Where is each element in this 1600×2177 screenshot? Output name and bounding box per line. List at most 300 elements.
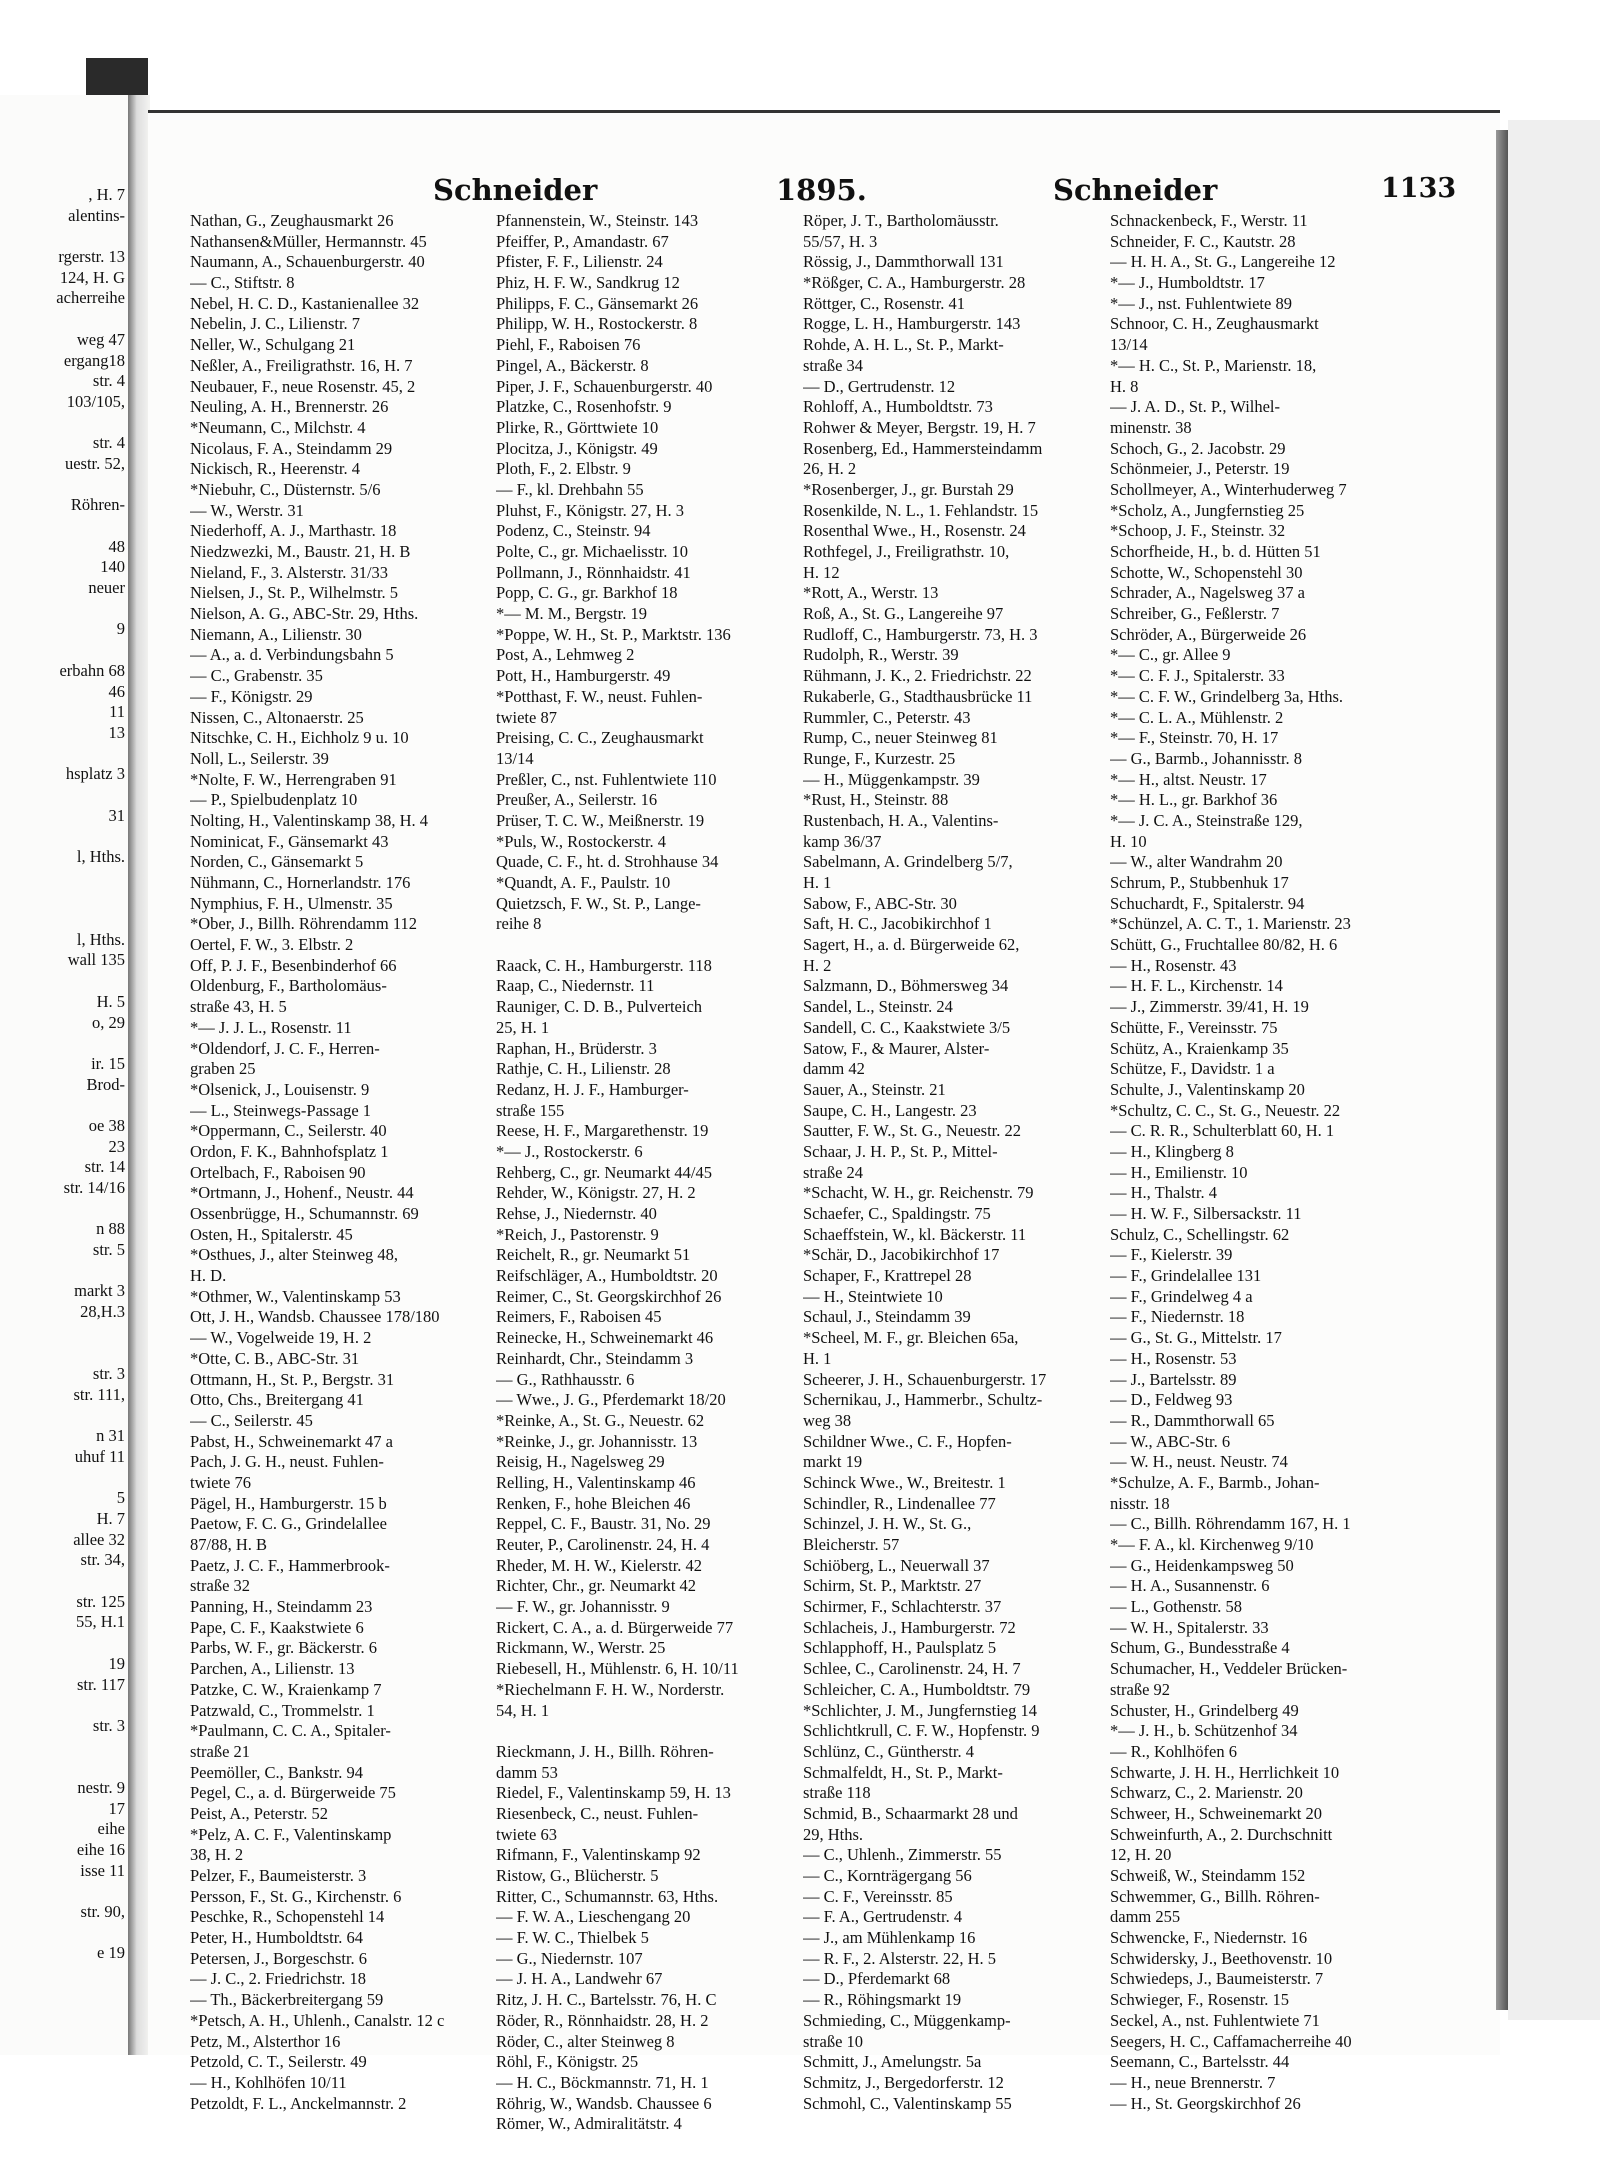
directory-entry: — J., Zimmerstr. 39/41, H. 19 — [1110, 997, 1309, 1017]
directory-entry: — L., Steinwegs-Passage 1 — [190, 1100, 372, 1120]
directory-entry: Rheder, M. H. W., Kielerstr. 42 — [496, 1555, 703, 1575]
left-page-line: 11 — [109, 702, 125, 722]
directory-entry: *Neumann, C., Milchstr. 4 — [190, 417, 366, 437]
left-page-line: n 31 — [96, 1426, 125, 1446]
directory-entry: Satow, F., & Maurer, Alster- — [803, 1038, 990, 1058]
directory-entry: Nielson, A. G., ABC-Str. 29, Hths. — [190, 604, 419, 624]
directory-entry: Schwencke, F., Niedernstr. 16 — [1110, 1928, 1308, 1948]
left-page-line — [0, 1033, 125, 1054]
directory-entry: — W., ABC-Str. 6 — [1110, 1431, 1231, 1451]
header-left-heading: Schneider — [433, 173, 598, 207]
directory-entry: Schneider, F. C., Kautstr. 28 — [1110, 231, 1296, 251]
directory-entry: Schwarte, J. H. H., Herrlichkeit 10 — [1110, 1762, 1340, 1782]
directory-entry: Pingel, A., Bäckerstr. 8 — [496, 355, 649, 375]
directory-entry: Riedel, F., Valentinskamp 59, H. 13 — [496, 1783, 731, 1803]
directory-entry: Petzold, C. T., Seilerstr. 49 — [190, 2052, 367, 2072]
directory-entry: Peschke, R., Schopenstehl 14 — [190, 1907, 385, 1927]
left-page-line — [0, 1923, 125, 1944]
directory-entry: — H., Rosenstr. 43 — [1110, 955, 1237, 975]
directory-column-1 — [190, 211, 490, 2114]
directory-entry: — G., Heidenkampsweg 50 — [1110, 1555, 1294, 1575]
directory-entry: 12, H. 20 — [1110, 1845, 1172, 1865]
directory-entry: Schröder, A., Bürgerweide 26 — [1110, 624, 1307, 644]
directory-entry: 87/88, H. B — [190, 1535, 268, 1554]
directory-entry: Schrum, P., Stubbenhuk 17 — [1110, 873, 1289, 892]
directory-entry: — Wwe., J. G., Pferdemarkt 18/20 — [496, 1390, 726, 1410]
directory-entry: 29, Hths. — [803, 1824, 864, 1844]
directory-entry: Rauniger, C. D. B., Pulverteich — [496, 997, 703, 1017]
directory-entry: Schaper, F., Krattrepel 28 — [803, 1266, 972, 1286]
directory-entry: Sandel, L., Steinstr. 24 — [803, 997, 953, 1017]
left-page-line: weg 47 — [76, 329, 125, 349]
directory-entry: *Olsenick, J., Louisenstr. 9 — [190, 1079, 370, 1099]
directory-entry: — W., Vogelweide 19, H. 2 — [190, 1328, 372, 1348]
directory-entry: Schaar, J. H. P., St. P., Mittel- — [803, 1141, 998, 1161]
directory-entry: — G., St. G., Mittelstr. 17 — [1110, 1328, 1282, 1348]
directory-entry: Norden, C., Gänsemarkt 5 — [190, 852, 364, 872]
directory-entry: Otto, Chs., Breitergang 41 — [190, 1390, 364, 1410]
left-page-line: str. 3 — [92, 1715, 125, 1735]
directory-entry: — R., Kohlhöfen 6 — [1110, 1741, 1237, 1761]
directory-entry: straße 21 — [190, 1741, 251, 1761]
directory-entry: Schmalfeldt, H., St. P., Markt- — [803, 1762, 1003, 1782]
directory-entry: Rustenbach, H. A., Valentins- — [803, 810, 999, 830]
directory-entry: Schirmer, F., Schlachterstr. 37 — [803, 1597, 1002, 1617]
directory-entry: — H., Rosenstr. 53 — [1110, 1348, 1237, 1368]
directory-entry: Schlünz, C., Güntherstr. 4 — [803, 1741, 974, 1761]
directory-entry: Petersen, J., Borgeschstr. 6 — [190, 1948, 368, 1968]
left-page-line: 124, H. G — [59, 267, 125, 287]
left-page-line — [0, 309, 125, 330]
directory-entry: — J., Bartelsstr. 89 — [1110, 1369, 1237, 1389]
directory-entry: — C., Stiftstr. 8 — [190, 273, 295, 293]
directory-entry: *— J., nst. Fuhlentwiete 89 — [1110, 293, 1292, 313]
directory-entry: — G., Barmb., Johannisstr. 8 — [1110, 748, 1303, 768]
left-page-line — [0, 1095, 125, 1116]
directory-entry: Schaeffstein, W., kl. Bäckerstr. 11 — [803, 1224, 1027, 1244]
left-page-line — [0, 475, 125, 496]
directory-entry: Schütt, G., Fruchtallee 80/82, H. 6 — [1110, 935, 1338, 955]
directory-entry: — A., a. d. Verbindungsbahn 5 — [190, 645, 394, 665]
left-page-line: o, 29 — [92, 1012, 125, 1032]
directory-entry: 13/14 — [1110, 335, 1148, 355]
directory-entry: Niemann, A., Lilienstr. 30 — [190, 624, 362, 644]
directory-entry: Schiöberg, L., Neuerwall 37 — [803, 1555, 990, 1575]
directory-entry: — J., am Mühlenkamp 16 — [803, 1928, 976, 1948]
directory-entry: Schweer, H., Schweinemarkt 20 — [1110, 1803, 1322, 1823]
directory-entry: Niedzwezki, M., Baustr. 21, H. B — [190, 542, 411, 561]
directory-entry: Schildner Wwe., C. F., Hopfen- — [803, 1431, 1012, 1451]
left-page-line: uestr. 52, — [64, 453, 125, 473]
left-page-line: H. 7 — [96, 1509, 125, 1528]
directory-entry: — C., Billh. Röhrendamm 167, H. 1 — [1110, 1514, 1351, 1534]
directory-entry: Phiz, H. F. W., Sandkrug 12 — [496, 273, 680, 293]
directory-entry: Ristow, G., Blücherstr. 5 — [496, 1866, 659, 1885]
directory-entry: Philipp, W. H., Rostockerstr. 8 — [496, 314, 698, 334]
directory-entry: *Schünzel, A. C. T., 1. Marienstr. 23 — [1110, 914, 1351, 934]
directory-entry: straße 10 — [803, 2031, 864, 2051]
directory-entry: *Pelz, A. C. F., Valentinskamp — [190, 1824, 392, 1844]
directory-entry: Rehder, W., Königstr. 27, H. 2 — [496, 1183, 696, 1203]
directory-entry: damm 255 — [1110, 1907, 1181, 1927]
left-page-line: str. 90, — [80, 1902, 125, 1922]
left-page-line: str. 5 — [92, 1240, 125, 1260]
directory-entry: — W., Werstr. 31 — [190, 500, 304, 520]
directory-page — [148, 110, 1500, 2134]
directory-entry: Schaefer, C., Spaldingstr. 75 — [803, 1204, 991, 1223]
directory-entry: Nebel, H. C. D., Kastanienallee 32 — [190, 293, 420, 313]
directory-entry: *Othmer, W., Valentinskamp 53 — [190, 1286, 401, 1306]
directory-entry: Nathansen&Müller, Hermannstr. 45 — [190, 231, 427, 251]
directory-entry: Peter, H., Humboldtstr. 64 — [190, 1928, 364, 1948]
directory-entry: Nielsen, J., St. P., Wilhelmstr. 5 — [190, 583, 399, 603]
left-page-line: oe 38 — [88, 1115, 125, 1135]
directory-entry: Pape, C. F., Kaakstwiete 6 — [190, 1617, 364, 1637]
directory-entry: straße 155 — [496, 1100, 565, 1120]
left-page-line: 19 — [108, 1653, 125, 1673]
directory-entry: Popp, C. G., gr. Barkhof 18 — [496, 583, 678, 603]
left-page-line: 13 — [108, 722, 125, 742]
directory-entry: *— H. L., gr. Barkhof 36 — [1110, 790, 1278, 810]
directory-entry: Ordon, F. K., Bahnhofsplatz 1 — [190, 1141, 389, 1161]
directory-entry: — G., Niedernstr. 107 — [496, 1948, 643, 1968]
directory-entry: Schleicher, C. A., Humboldtstr. 79 — [803, 1679, 1031, 1699]
directory-entry: Pelzer, F., Baumeisterstr. 3 — [190, 1866, 367, 1885]
directory-entry: *Osthues, J., alter Steinweg 48, — [190, 1245, 399, 1265]
directory-entry: Röder, C., alter Steinweg 8 — [496, 2031, 675, 2051]
directory-entry: Rohwer & Meyer, Bergstr. 19, H. 7 — [803, 417, 1036, 437]
left-page-line: str. 34, — [80, 1550, 125, 1570]
directory-entry: *Schlichter, J. M., Jungfernstieg 14 — [803, 1700, 1037, 1720]
directory-entry: *Rott, A., Werstr. 13 — [803, 583, 939, 603]
directory-entry: damm 53 — [496, 1762, 558, 1782]
left-page-line: 55, H.1 — [75, 1612, 125, 1632]
left-page-line — [0, 785, 125, 806]
left-page-line: 17 — [108, 1798, 125, 1818]
left-page-line: uhuf 11 — [74, 1446, 125, 1466]
directory-entry: — C., Kornträgergang 56 — [803, 1866, 972, 1885]
directory-entry: Röper, J. T., Bartholomäusstr. — [803, 211, 999, 230]
directory-entry: Pägel, H., Hamburgerstr. 15 b — [190, 1493, 387, 1513]
directory-entry: Schrader, A., Nagelsweg 37 a — [1110, 583, 1305, 603]
directory-entry: *Otte, C. B., ABC-Str. 31 — [190, 1348, 360, 1368]
directory-entry: Preßler, C., nst. Fuhlentwiete 110 — [496, 769, 717, 789]
directory-entry: Richter, Chr., gr. Neumarkt 42 — [496, 1576, 697, 1596]
directory-entry: Schollmeyer, A., Winterhuderweg 7 — [1110, 479, 1347, 499]
directory-entry: Schlee, C., Carolinenstr. 24, H. 7 — [803, 1659, 1021, 1679]
directory-entry: — H., neue Brennerstr. 7 — [1110, 2072, 1276, 2092]
directory-entry: Rössig, J., Dammthorwall 131 — [803, 252, 1004, 272]
directory-entry: *Reinke, J., gr. Johannisstr. 13 — [496, 1431, 698, 1451]
header-year: 1895. — [776, 173, 867, 207]
directory-entry: Rifmann, F., Valentinskamp 92 — [496, 1845, 701, 1865]
directory-entry: — R., Dammthorwall 65 — [1110, 1410, 1275, 1430]
directory-entry: — F. W. A., Lieschengang 20 — [496, 1907, 691, 1927]
directory-entry: Schinck Wwe., W., Breitestr. 1 — [803, 1472, 1006, 1492]
left-page-line — [0, 909, 125, 930]
directory-entry: *— J., Rostockerstr. 6 — [496, 1141, 643, 1161]
directory-entry: *— C. F. W., Grindelberg 3a, Hths. — [1110, 686, 1344, 706]
directory-entry: Saft, H. C., Jacobikirchhof 1 — [803, 914, 992, 934]
directory-entry: — F., Kielerstr. 39 — [1110, 1245, 1233, 1265]
directory-entry: — F., kl. Drehbahn 55 — [496, 479, 644, 499]
left-page-line: eihe — [97, 1819, 125, 1839]
directory-entry: twiete 63 — [496, 1824, 557, 1844]
left-page-line: markt 3 — [74, 1281, 125, 1301]
directory-entry: Rosenthal Wwe., H., Rosenstr. 24 — [803, 521, 1026, 541]
directory-entry: *— C., gr. Allee 9 — [1110, 645, 1231, 665]
directory-entry: Seckel, A., nst. Fuhlentwiete 71 — [1110, 2010, 1320, 2030]
directory-entry: Quietzsch, F. W., St. P., Lange- — [496, 893, 701, 913]
left-page-line: 140 — [100, 557, 125, 577]
directory-entry: Schmieding, C., Müggenkamp- — [803, 2010, 1011, 2030]
directory-entry: *— C. F. J., Spitalerstr. 33 — [1110, 666, 1285, 686]
binding-spine — [86, 58, 148, 98]
directory-entry: Rudloff, C., Hamburgerstr. 73, H. 3 — [803, 624, 1038, 644]
directory-entry: — Th., Bäckerbreitergang 59 — [190, 1990, 384, 2010]
left-page-line — [0, 226, 125, 247]
directory-entry: 54, H. 1 — [496, 1700, 550, 1720]
left-page-line: str. 14/16 — [63, 1178, 125, 1197]
directory-entry: Piper, J. F., Schauenburgerstr. 40 — [496, 376, 713, 396]
directory-entry: — H., Emilienstr. 10 — [1110, 1162, 1248, 1182]
directory-entry: Nymphius, F. H., Ulmenstr. 35 — [190, 893, 393, 913]
directory-entry: straße 118 — [803, 1783, 871, 1803]
left-page-line: isse 11 — [80, 1860, 125, 1880]
directory-entry: Schulte, J., Valentinskamp 20 — [1110, 1079, 1305, 1099]
directory-entry: weg 38 — [803, 1410, 852, 1430]
left-page-line: 9 — [116, 619, 125, 639]
left-page-line: ir. 15 — [91, 1053, 125, 1073]
directory-entry: Rosenberg, Ed., Hammersteindamm — [803, 438, 1043, 458]
directory-entry: Relling, H., Valentinskamp 46 — [496, 1472, 696, 1492]
directory-entry: Paetz, J. C. F., Hammerbrook- — [190, 1555, 390, 1575]
directory-entry: H. 2 — [803, 955, 832, 975]
left-page-line: str. 4 — [92, 433, 125, 453]
directory-entry: Röhl, F., Königstr. 25 — [496, 2052, 639, 2072]
directory-entry: Schwidersky, J., Beethovenstr. 10 — [1110, 1948, 1333, 1968]
directory-entry: Pach, J. G. H., neust. Fuhlen- — [190, 1452, 384, 1472]
scan-background — [1508, 120, 1600, 2020]
directory-entry: Rosenkilde, N. L., 1. Fehlandstr. 15 — [803, 500, 1039, 520]
directory-entry: *Ober, J., Billh. Röhrendamm 112 — [190, 914, 417, 934]
directory-entry: — D., Gertrudenstr. 12 — [803, 376, 956, 396]
directory-entry: — H., Klingberg 8 — [1110, 1141, 1234, 1161]
directory-entry: — W. H., neust. Neustr. 74 — [1110, 1452, 1288, 1472]
directory-entry: Parchen, A., Lilienstr. 13 — [190, 1659, 355, 1679]
directory-entry: Schreiber, G., Feßlerstr. 7 — [1110, 604, 1280, 624]
directory-entry: Sabow, F., ABC-Str. 30 — [803, 893, 957, 913]
directory-entry: *Reich, J., Pastorenstr. 9 — [496, 1224, 659, 1244]
directory-entry: 13/14 — [496, 748, 534, 768]
directory-entry: — J. A. D., St. P., Wilhel- — [1110, 397, 1281, 417]
directory-entry: Pott, H., Hamburgerstr. 49 — [496, 666, 671, 686]
directory-entry: Rukaberle, G., Stadthausbrücke 11 — [803, 686, 1033, 706]
left-page-line — [0, 868, 125, 889]
directory-entry: Schütze, F., Davidstr. 1 a — [1110, 1059, 1275, 1079]
directory-entry: Preußer, A., Seilerstr. 16 — [496, 790, 658, 810]
directory-entry: H. D. — [190, 1266, 227, 1286]
directory-entry: straße 43, H. 5 — [190, 997, 287, 1017]
directory-entry: Runge, F., Kurzestr. 25 — [803, 748, 956, 768]
directory-entry: Schütte, F., Vereinsstr. 75 — [1110, 1017, 1278, 1037]
left-page-line: e 19 — [97, 1943, 125, 1963]
directory-entry: Schulz, C., Schellingstr. 62 — [1110, 1224, 1290, 1244]
left-page-line — [0, 640, 125, 661]
left-page-fragment — [0, 95, 131, 2055]
left-page-line: l, Hths. — [76, 929, 125, 949]
directory-entry: Nickisch, R., Heerenstr. 4 — [190, 459, 361, 479]
directory-entry: Ortelbach, F., Raboisen 90 — [190, 1162, 366, 1182]
directory-entry: Schuster, H., Grindelberg 49 — [1110, 1700, 1299, 1720]
directory-entry: Ploth, F., 2. Elbstr. 9 — [496, 459, 631, 479]
directory-entry: Raphan, H., Brüderstr. 3 — [496, 1038, 657, 1058]
directory-entry: Pegel, C., a. d. Bürgerweide 75 — [190, 1783, 396, 1803]
left-page-line: str. 4 — [92, 371, 125, 391]
left-page-line: neuer — [88, 578, 125, 598]
directory-entry: Rühmann, J. K., 2. Friedrichstr. 22 — [803, 666, 1032, 686]
directory-entry: Schlapphoff, H., Paulsplatz 5 — [803, 1638, 997, 1658]
directory-entry: *Potthast, F. W., neust. Fuhlen- — [496, 686, 703, 706]
directory-entry: Off, P. J. F., Besenbinderhof 66 — [190, 955, 397, 975]
directory-entry: straße 32 — [190, 1576, 251, 1596]
directory-entry: Persson, F., St. G., Kirchenstr. 6 — [190, 1886, 402, 1906]
directory-entry: nisstr. 18 — [1110, 1493, 1170, 1513]
directory-entry: Pfeiffer, P., Amandastr. 67 — [496, 231, 669, 251]
directory-entry: Reimer, C., St. Georgskirchhof 26 — [496, 1286, 722, 1306]
left-page-line: eihe 16 — [76, 1840, 125, 1859]
directory-entry: Nitschke, C. H., Eichholz 9 u. 10 — [190, 728, 409, 748]
directory-entry: 55/57, H. 3 — [803, 231, 878, 251]
directory-entry: — J. H. A., Landwehr 67 — [496, 1969, 663, 1989]
directory-entry: Nebelin, J. C., Lilienstr. 7 — [190, 314, 361, 334]
directory-entry: Pfannenstein, W., Steinstr. 143 — [496, 211, 699, 230]
directory-entry — [496, 935, 796, 956]
directory-entry: Pfister, F. F., Lilienstr. 24 — [496, 252, 663, 272]
directory-entry: *Oldendorf, J. C. F., Herren- — [190, 1038, 380, 1058]
directory-entry: straße 92 — [1110, 1679, 1171, 1699]
directory-entry: — H., Müggenkampstr. 39 — [803, 769, 980, 789]
directory-entry: *Petsch, A. H., Uhlenh., Canalstr. 12 c — [190, 2010, 445, 2030]
directory-entry: — F., Königstr. 29 — [190, 686, 313, 706]
directory-entry: *Quandt, A. F., Paulstr. 10 — [496, 873, 671, 892]
directory-entry: Rudolph, R., Werstr. 39 — [803, 645, 959, 665]
directory-entry: Ossenbrügge, H., Schumannstr. 69 — [190, 1204, 419, 1223]
directory-entry: *— H., altst. Neustr. 17 — [1110, 769, 1267, 789]
directory-entry: — D., Pferdemarkt 68 — [803, 1969, 951, 1989]
directory-entry: — F., Grindelallee 131 — [1110, 1266, 1262, 1286]
left-page-line: ergang18 — [63, 350, 125, 370]
directory-entry: *— F., Steinstr. 70, H. 17 — [1110, 728, 1279, 748]
directory-entry: Rogge, L. H., Hamburgerstr. 143 — [803, 314, 1021, 334]
left-page-line — [0, 1199, 125, 1220]
left-page-line: acherreihe — [56, 288, 125, 308]
directory-entry: Noll, L., Seilerstr. 39 — [190, 748, 329, 768]
directory-entry: Polte, C., gr. Michaelisstr. 10 — [496, 542, 689, 561]
left-page-line — [0, 971, 125, 992]
directory-entry: Schuchardt, F., Spitalerstr. 94 — [1110, 893, 1305, 913]
directory-entry: Reuter, P., Carolinenstr. 24, H. 4 — [496, 1535, 710, 1554]
directory-entry: Patzwald, C., Trommelstr. 1 — [190, 1700, 375, 1720]
left-page-line — [0, 1323, 125, 1344]
left-page-line — [0, 1468, 125, 1489]
directory-column-2 — [496, 211, 796, 2135]
left-page-line: erbahn 68 — [59, 660, 125, 680]
left-page-line: hsplatz 3 — [65, 764, 125, 784]
left-page-line — [0, 516, 125, 537]
directory-entry: Schönmeier, J., Peterstr. 19 — [1110, 459, 1290, 479]
page-gutter — [128, 95, 150, 2055]
directory-entry: Pollmann, J., Rönnhaidstr. 41 — [496, 562, 691, 582]
directory-entry: Pabst, H., Schweinemarkt 47 a — [190, 1431, 394, 1451]
directory-entry: Nissen, C., Altonaerstr. 25 — [190, 707, 364, 727]
header-right-heading: Schneider — [1053, 173, 1218, 207]
directory-entry: *— J. J. L., Rosenstr. 11 — [190, 1017, 352, 1037]
directory-entry: Petzoldt, F. L., Anckelmannstr. 2 — [190, 2093, 407, 2113]
directory-entry: Sagert, H., a. d. Bürgerweide 62, — [803, 935, 1020, 955]
directory-entry: Schwiedeps, J., Baumeisterstr. 7 — [1110, 1969, 1324, 1989]
directory-entry: Ott, J. H., Wandsb. Chaussee 178/180 — [190, 1307, 440, 1327]
directory-entry: — C., Seilerstr. 45 — [190, 1410, 313, 1430]
directory-entry: H. 1 — [803, 1348, 832, 1368]
directory-entry: Preising, C. C., Zeughausmarkt — [496, 728, 704, 748]
directory-entry: — G., Rathhausstr. 6 — [496, 1369, 635, 1389]
directory-entry: — C. R. R., Schulterblatt 60, H. 1 — [1110, 1121, 1335, 1141]
directory-entry: *Schoop, J. F., Steinstr. 32 — [1110, 521, 1286, 541]
directory-entry: — D., Feldweg 93 — [1110, 1390, 1233, 1410]
directory-entry: Schwemmer, G., Billh. Röhren- — [1110, 1886, 1320, 1906]
directory-entry: Rummler, C., Peterstr. 43 — [803, 707, 971, 727]
left-page-line: nestr. 9 — [77, 1777, 125, 1797]
directory-entry: *Scheel, M. F., gr. Bleichen 65a, — [803, 1328, 1019, 1348]
directory-entry: 38, H. 2 — [190, 1845, 244, 1865]
left-page-line: l, Hths. — [76, 847, 125, 866]
directory-entry: Reifschläger, A., Humboldtstr. 20 — [496, 1266, 718, 1286]
directory-entry: *— J. C. A., Steinstraße 129, — [1110, 810, 1303, 830]
left-page-line: 31 — [108, 805, 125, 825]
directory-entry: Post, A., Lehmweg 2 — [496, 645, 635, 665]
directory-entry: *Scholz, A., Jungfernstieg 25 — [1110, 500, 1305, 520]
directory-entry: Nühmann, C., Hornerlandstr. 176 — [190, 873, 411, 892]
directory-entry: — R., Röhingsmarkt 19 — [803, 1990, 962, 2010]
left-page-line: str. 3 — [92, 1364, 125, 1384]
directory-entry: Nolting, H., Valentinskamp 38, H. 4 — [190, 810, 429, 830]
directory-entry: Sautter, F. W., St. G., Neuestr. 22 — [803, 1121, 1022, 1141]
directory-entry: *— F. A., kl. Kirchenweg 9/10 — [1110, 1535, 1314, 1554]
directory-entry: Ottmann, H., St. P., Bergstr. 31 — [190, 1369, 395, 1389]
directory-entry: Paetow, F. C. G., Grindelallee — [190, 1514, 387, 1534]
left-page-line: str. 111, — [73, 1384, 125, 1404]
directory-entry: — F. A., Gertrudenstr. 4 — [803, 1907, 963, 1927]
left-page-line: 46 — [108, 681, 125, 701]
directory-entry: *Schultz, C. C., St. G., Neuestr. 22 — [1110, 1100, 1341, 1120]
directory-entry: *— M. M., Bergstr. 19 — [496, 604, 647, 624]
directory-entry: Osten, H., Spitalerstr. 45 — [190, 1224, 353, 1244]
directory-entry: Reese, H. F., Margarethenstr. 19 — [496, 1121, 709, 1141]
directory-entry: Rickmann, W., Werstr. 25 — [496, 1638, 666, 1658]
directory-entry: *Ortmann, J., Hohenf., Neustr. 44 — [190, 1183, 414, 1203]
directory-entry: H. 10 — [1110, 831, 1147, 851]
directory-entry: *Rosenberger, J., gr. Burstah 29 — [803, 479, 1014, 499]
directory-entry: Platzke, C., Rosenhofstr. 9 — [496, 397, 672, 417]
left-page-line: alentins- — [68, 205, 125, 225]
directory-entry: Panning, H., Steindamm 23 — [190, 1597, 373, 1617]
directory-entry: Sauer, A., Steinstr. 21 — [803, 1079, 946, 1099]
left-page-line: wall 135 — [67, 950, 125, 970]
directory-entry: Schnackenbeck, F., Werstr. 11 — [1110, 211, 1308, 230]
directory-entry: *Schulze, A. F., Barmb., Johan- — [1110, 1472, 1320, 1492]
directory-entry — [496, 1721, 796, 1742]
